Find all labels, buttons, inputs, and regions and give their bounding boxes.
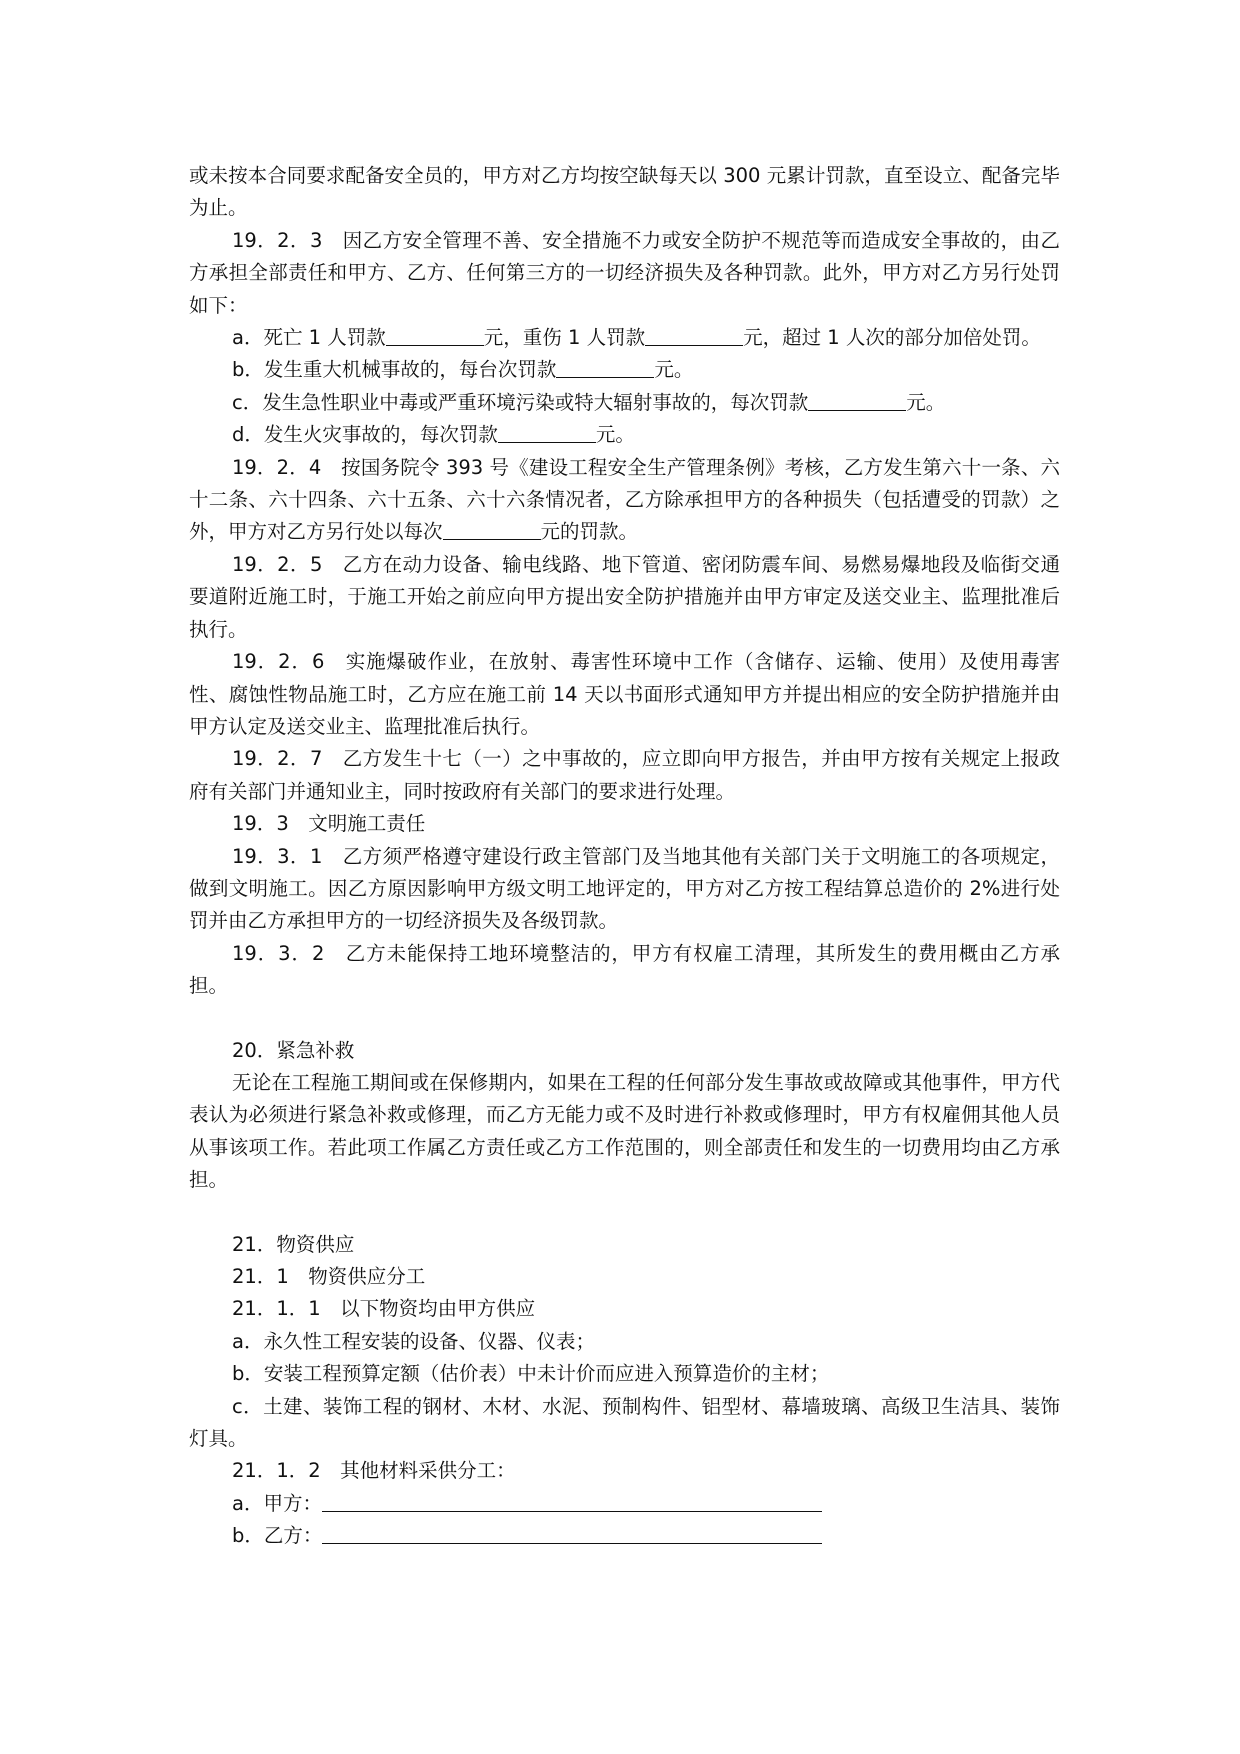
penalty-item-c [189, 387, 1060, 419]
supply-item-a: a．永久性工程安装的设备、仪器、仪表； [232, 1329, 595, 1353]
penalty-item-b-text-2: 元。 [654, 358, 694, 382]
clause-19-3-heading: 19．3 文明施工责任 [232, 812, 426, 836]
penalty-item-c-text-2: 元。 [906, 390, 946, 414]
section-20-body: 无论在工程施工期间或在保修期内，如果在工程的任何部分发生事故或故障或其他事件，甲方代表认为必须进行紧急补救或修理，而乙方无能力或不及时进行补救或修理时，甲方有权雇佣其他人员从事该项工作。若此项工作属乙方责任或乙方工作范围的，则全部责任和发生的一切费用均由乙方承担。 [189, 1070, 1060, 1192]
fill-line [322, 1524, 822, 1545]
supply-item-b: b．安装工程预算定额（估价表）中未计价而应进入预算造价的主材； [232, 1362, 830, 1386]
clause-19-3-1: 19．3．1 乙方须严格遵守建设行政主管部门及当地其他有关部门关于文明施工的各项规定，做到文明施工。因乙方原因影响甲方级文明工地评定的，甲方对乙方按工程结算总造价的 2%进行处罚并由乙方承担甲方的一切经济损失及各级罚款。 [189, 844, 1060, 933]
spacer [189, 1003, 1060, 1035]
clause-19-2-6: 19．2．6 实施爆破作业，在放射、毒害性环境中工作（含储存、运输、使用）及使用毒害性、腐蚀性物品施工时，乙方应在施工前 14 天以书面形式通知甲方并提出相应的安全防护措施并由甲方认定及送交业主、监理批准后执行。 [189, 650, 1060, 738]
section-21-heading: 21．物资供应 [232, 1232, 355, 1256]
penalty-item-a [189, 322, 1060, 354]
fill-blank [645, 326, 743, 347]
fill-blank [556, 358, 654, 379]
supply-party-b-label: b．乙方： [232, 1524, 323, 1548]
supply-item-c: c．土建、装饰工程的钢材、木材、水泥、预制构件、铝型材、幕墙玻璃、高级卫生洁具、装饰灯具。 [189, 1394, 1060, 1451]
supply-party-b [189, 1520, 1060, 1552]
penalty-item-d [189, 419, 1060, 451]
clause-21-1-heading: 21．1 物资供应分工 [232, 1265, 426, 1288]
section-20-heading: 20．紧急补救 [232, 1038, 355, 1062]
penalty-item-a-text-2: 元，重伤 1 人罚款 [483, 326, 646, 350]
paragraph-safety-staff-penalty: 或未按本合同要求配备安全员的，甲方对乙方均按空缺每天以 300 元累计罚款，直至设立、配备完毕为止。 [189, 164, 1060, 220]
penalty-item-a-text-3: 元，超过 1 人次的部分加倍处罚。 [743, 326, 1041, 350]
spacer [189, 1197, 1060, 1229]
fill-blank [498, 423, 596, 444]
supply-party-a [189, 1488, 1060, 1520]
clause-21-1-1-heading: 21．1．1 以下物资均由甲方供应 [232, 1297, 536, 1321]
fill-line [322, 1491, 822, 1512]
penalty-item-d-text-2: 元。 [595, 423, 635, 447]
penalty-item-a-text-1: a．死亡 1 人罚款 [232, 326, 386, 350]
penalty-item-b-text-1: b．发生重大机械事故的，每台次罚款 [232, 358, 557, 382]
penalty-item-d-text-1: d．发生火灾事故的，每次罚款 [232, 423, 498, 447]
penalty-item-b [189, 354, 1060, 386]
clause-19-2-4 [189, 452, 1060, 549]
fill-blank [386, 326, 484, 347]
fill-blank [808, 390, 906, 411]
clause-19-2-7: 19．2．7 乙方发生十七（一）之中事故的，应立即向甲方报告，并由甲方按有关规定上报政府有关部门并通知业主，同时按政府有关部门的要求进行处理。 [189, 747, 1060, 803]
clause-19-2-4-text-1: 19．2．4 按国务院令 393 号《建设工程安全生产管理条例》考核，乙方发生第六十一条、六十二条、六十四条、六十五条、六十六条情况者，乙方除承担甲方的各种损失（包括遭受的罚款）之外，甲方对乙方另行处以每次 [189, 455, 1060, 544]
clause-19-2-4-text-2: 元的罚款。 [540, 520, 639, 544]
clause-21-1-2-heading: 21．1．2 其他材料采供分工： [232, 1459, 516, 1483]
fill-blank [443, 520, 541, 541]
penalty-item-c-text-1: c．发生急性职业中毒或严重环境污染或特大辐射事故的，每次罚款 [232, 390, 809, 414]
clause-19-3-2: 19．3．2 乙方未能保持工地环境整洁的，甲方有权雇工清理，其所发生的费用概由乙方承担。 [189, 941, 1060, 998]
clause-19-2-3: 19．2．3 因乙方安全管理不善、安全措施不力或安全防护不规范等而造成安全事故的，由乙方承担全部责任和甲方、乙方、任何第三方的一切经济损失及各种罚款。此外，甲方对乙方另行处罚如下： [189, 228, 1060, 317]
clause-19-2-5: 19．2．5 乙方在动力设备、输电线路、地下管道、密闭防震车间、易燃易爆地段及临街交通要道附近施工时，于施工开始之前应向甲方提出安全防护措施并由甲方审定及送交业主、监理批准后执行。 [189, 552, 1060, 641]
supply-party-a-label: a．甲方： [232, 1491, 322, 1515]
